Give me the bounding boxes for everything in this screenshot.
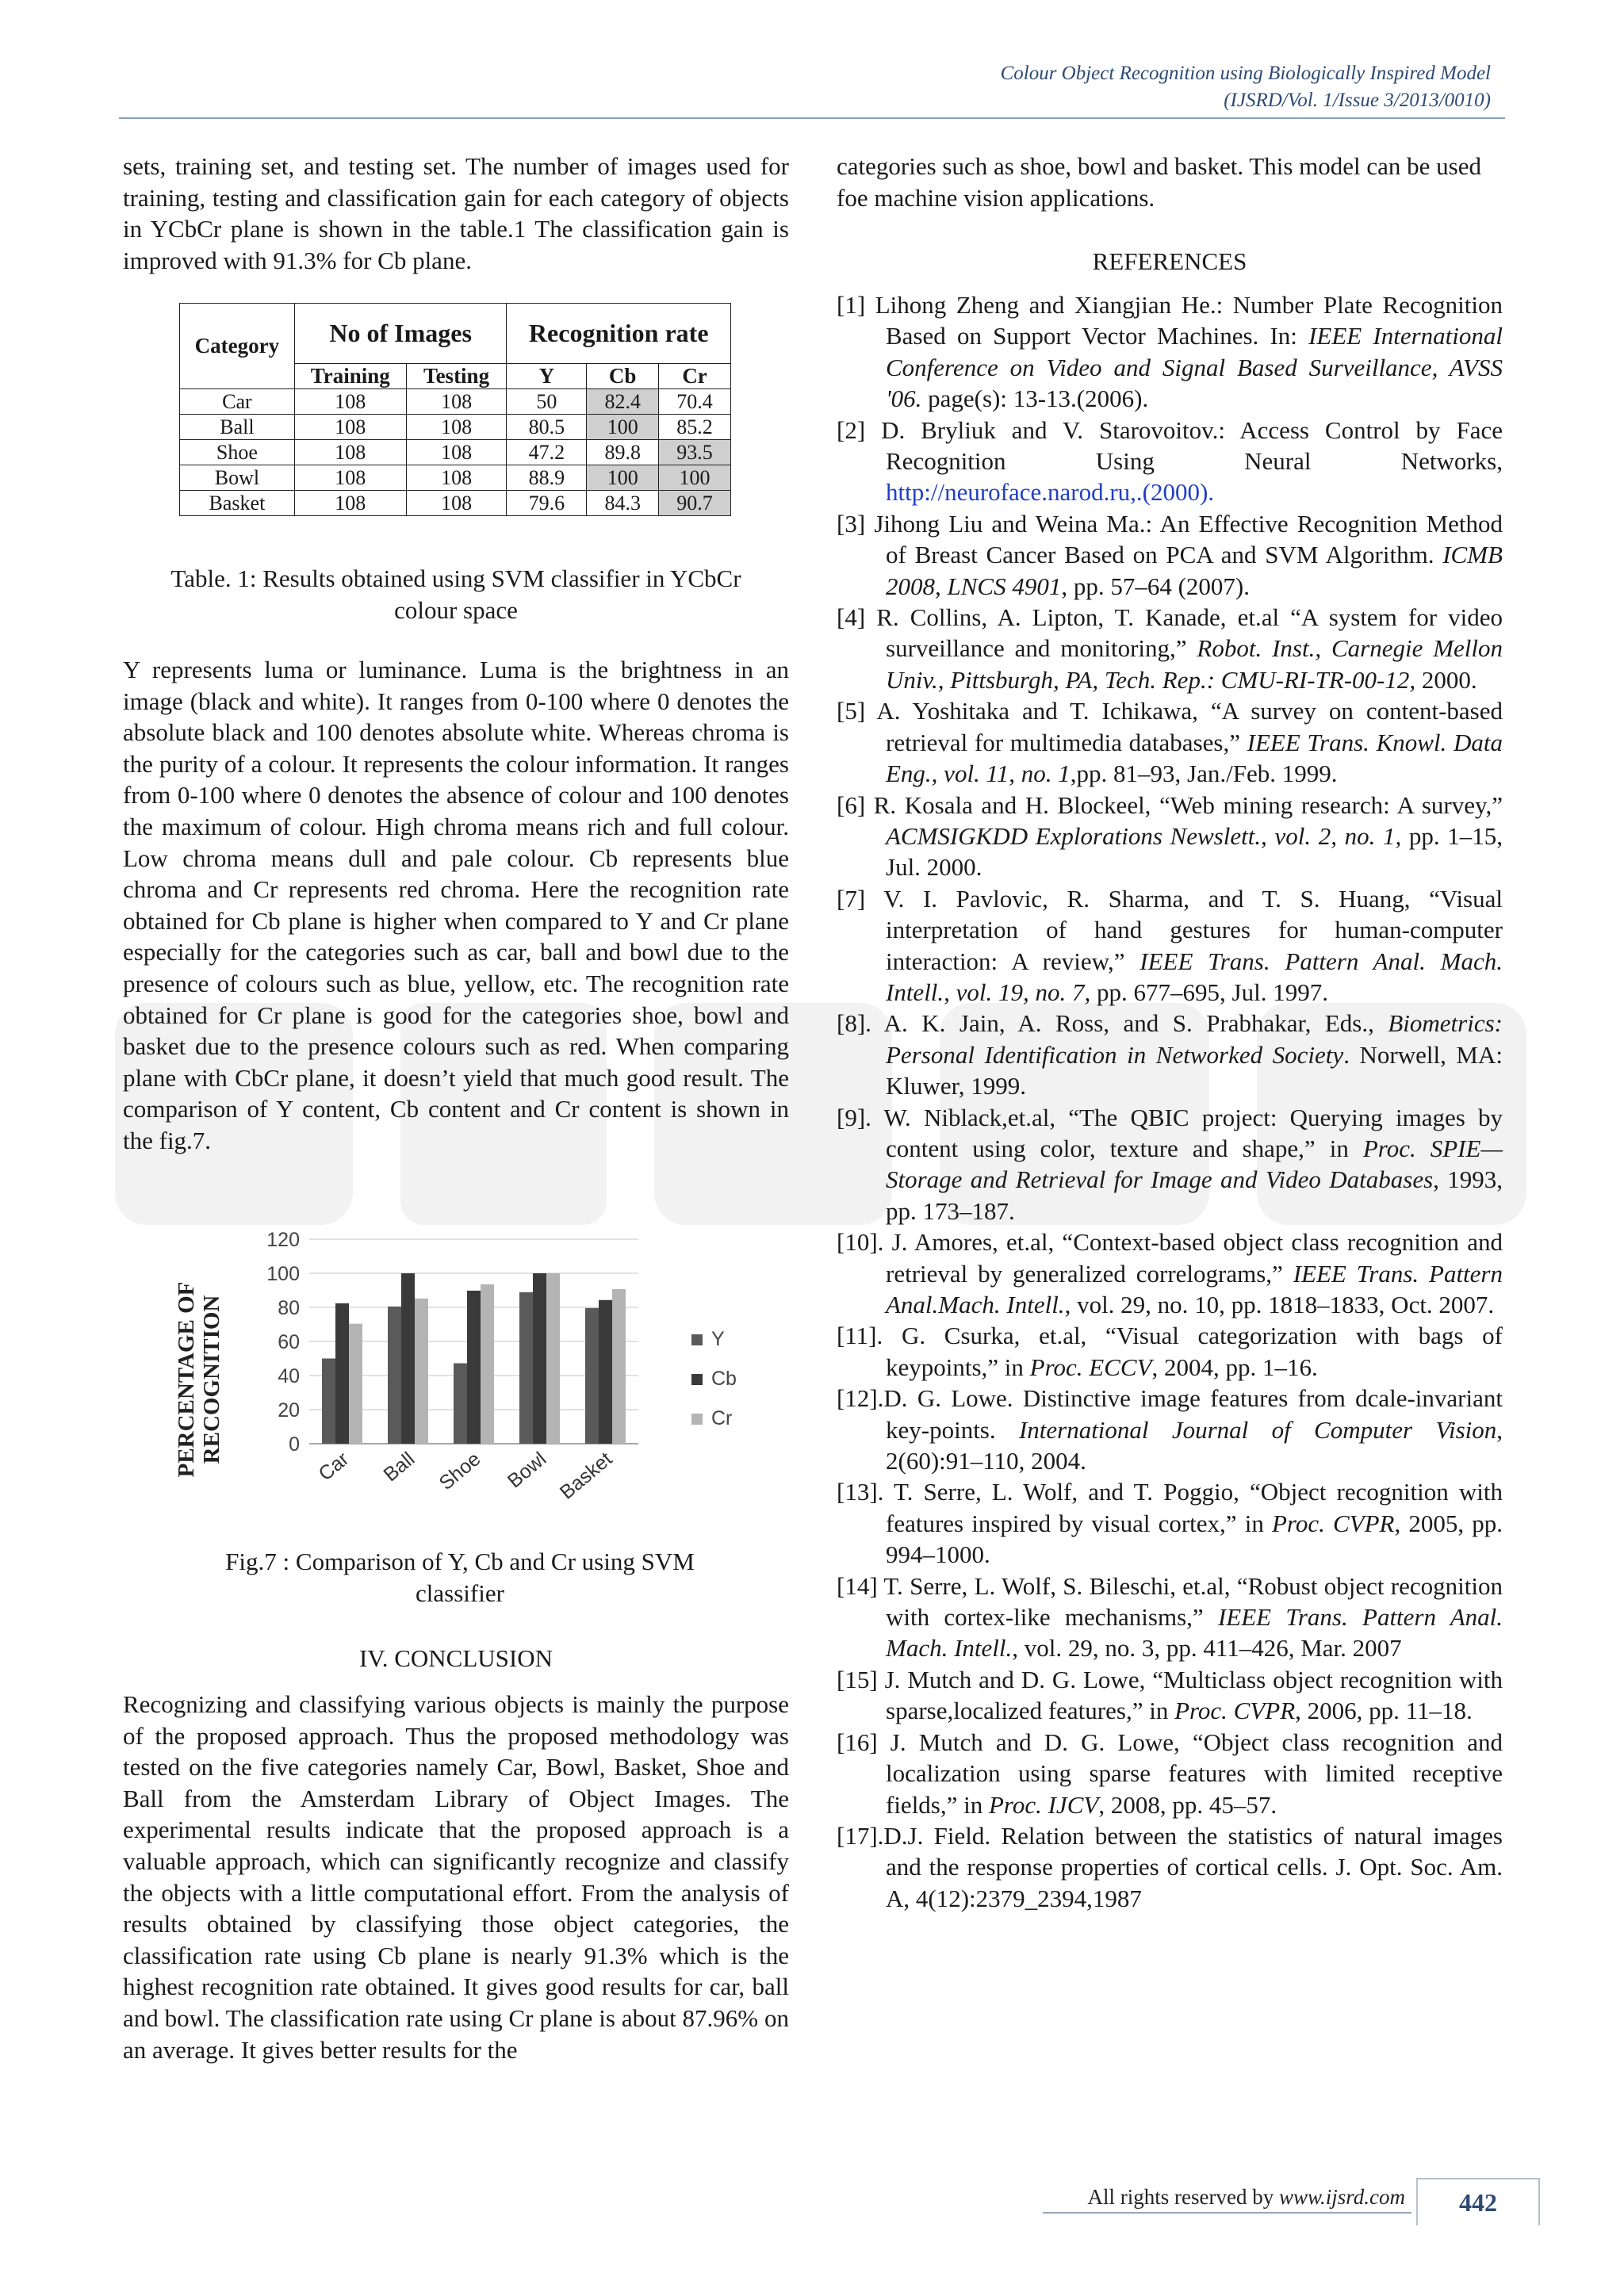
conclusion-block	[123, 1689, 789, 2065]
x-tick-label: Ball	[379, 1448, 419, 1487]
bar-y-basket	[585, 1308, 599, 1444]
footer-site-link[interactable]: www.ijsrd.com	[1278, 2185, 1405, 2209]
table-cell-highlighted: 90.7	[659, 491, 731, 516]
x-tick-label: Shoe	[435, 1448, 485, 1495]
table-cell: 89.8	[587, 440, 659, 465]
y-tick-label: 100	[266, 1263, 300, 1285]
table-row	[180, 465, 731, 491]
table-cell: 84.3	[587, 491, 659, 516]
table-cell: Bowl	[180, 465, 295, 491]
table-header-y: Y	[507, 364, 587, 389]
figure-caption: Fig.7 : Comparison of Y, Cb and Cr using SVM classifier	[225, 1548, 695, 1607]
table-row	[180, 389, 731, 415]
bar-cr-ball	[415, 1299, 428, 1444]
bar-cb-bowl	[533, 1273, 546, 1444]
bar-y-ball	[388, 1307, 401, 1444]
header-rule	[119, 117, 1505, 119]
table-cell: 108	[294, 415, 406, 440]
reference-item: [16] J. Mutch and D. G. Lowe, “Object class recognition and localization using sparse features with limited receptive fields,” in Proc. IJCV, 2008, pp. 45–57.	[837, 1728, 1503, 1819]
table-cell: 108	[406, 491, 507, 516]
bar-cr-bowl	[546, 1273, 560, 1444]
bar-cb-ball	[401, 1273, 415, 1444]
footer-rights	[952, 2185, 1405, 2210]
references-list	[837, 289, 1503, 1914]
reference-item: [17].D.J. Field. Relation between the statistics of natural images and the response properties of cortical cells. J. Opt. Soc. Am. A, 4(12):2379_2394,1987	[837, 1821, 1503, 1912]
table-cell: 108	[406, 465, 507, 491]
reference-item: [12].D. G. Lowe. Distinctive image features from dcale-invariant key-points. International Journal of Computer Vision, 2(60):91–110, 2004.	[837, 1384, 1503, 1475]
bar-y-bowl	[519, 1292, 533, 1444]
legend-swatch	[691, 1334, 703, 1345]
table-header-training: Training	[294, 364, 406, 389]
table-header-rate: Recognition rate	[507, 304, 731, 364]
chart-ylabel-line1: PERCENTAGE OF	[174, 1281, 199, 1478]
conclusion-continued-paragraph: categories such as shoe, bowl and basket. This model can be used foe machine vision applications.	[837, 152, 1481, 212]
table-caption: Table. 1: Results obtained using SVM classifier in YCbCr colour space	[170, 564, 741, 624]
y-tick-label: 40	[278, 1365, 300, 1387]
y-tick-label: 20	[278, 1399, 300, 1422]
footer-rule	[1043, 2212, 1411, 2214]
table-header-cb: Cb	[587, 364, 659, 389]
table-cell: 108	[406, 415, 507, 440]
running-header-journal: (IJSRD/Vol. 1/Issue 3/2013/0010)	[1224, 90, 1491, 111]
reference-item: [3] Jihong Liu and Weina Ma.: An Effective Recognition Method of Breast Cancer Based on PCA and SVM Algorithm. ICMB 2008, LNCS 4901, pp. 57–64 (2007).	[837, 509, 1503, 600]
figure-caption-wrap	[182, 1546, 737, 1609]
table-cell-highlighted: 93.5	[659, 440, 731, 465]
table-cell: Ball	[180, 415, 295, 440]
results-table	[179, 303, 731, 516]
luma-chroma-block	[123, 654, 789, 1157]
page-number: 442	[1416, 2178, 1540, 2225]
comparison-bar-chart	[159, 1217, 761, 1534]
legend-swatch	[691, 1414, 703, 1425]
y-tick-label: 80	[278, 1297, 300, 1319]
table-cell: 85.2	[659, 415, 731, 440]
bar-cb-car	[335, 1303, 349, 1444]
right-column	[837, 151, 1503, 213]
bar-cr-shoe	[481, 1284, 494, 1444]
chart-ylabel-line2: RECOGNITION	[199, 1295, 224, 1464]
running-header-title: Colour Object Recognition using Biologically Inspired Model	[1000, 63, 1491, 84]
table-row	[180, 440, 731, 465]
reference-item: [15] J. Mutch and D. G. Lowe, “Multiclass object recognition with sparse,localized features,” in Proc. CVPR, 2006, pp. 11–18.	[837, 1665, 1503, 1725]
references-heading-wrap	[837, 246, 1503, 277]
table-cell: 108	[294, 440, 406, 465]
reference-item: [10]. J. Amores, et.al, “Context-based object class recognition and retrieval by generalized correlograms,” IEEE Trans. Pattern Anal.Mach. Intell., vol. 29, no. 10, pp. 1818–1833, Oct. 2007.	[837, 1228, 1503, 1318]
conclusion-heading: IV. CONCLUSION	[358, 1644, 553, 1672]
table-cell: 88.9	[507, 465, 587, 491]
x-tick-label: Car	[314, 1448, 354, 1486]
table-header-cr: Cr	[659, 364, 731, 389]
table-cell-highlighted: 100	[587, 415, 659, 440]
legend-label: Cb	[711, 1368, 737, 1390]
table-cell: 108	[406, 440, 507, 465]
table-caption-wrap	[123, 563, 789, 626]
left-column	[123, 151, 789, 276]
bar-y-car	[322, 1359, 335, 1445]
table-cell: Shoe	[180, 440, 295, 465]
reference-item: [13]. T. Serre, L. Wolf, and T. Poggio, “Object recognition with features inspired by visual cortex,” in Proc. CVPR, 2005, pp. 994–1000.	[837, 1478, 1503, 1569]
table-cell: 80.5	[507, 415, 587, 440]
reference-item: [2] D. Bryliuk and V. Starovoitov.: Access Control by Face Recognition Using Neural Networks, http://neuroface.narod.ru,.(2000).	[837, 415, 1503, 507]
reference-item: [7] V. I. Pavlovic, R. Sharma, and T. S. Huang, “Visual interpretation of hand gestures for human-computer interaction: A review,” IEEE Trans. Pattern Anal. Mach. Intell., vol. 19, no. 7, pp. 677–695, Jul. 1997.	[837, 884, 1503, 1006]
table-cell-highlighted: 82.4	[587, 389, 659, 415]
table-row	[180, 491, 731, 516]
y-tick-label: 0	[289, 1433, 300, 1456]
bar-cb-basket	[599, 1300, 612, 1444]
legend-swatch	[691, 1374, 703, 1385]
y-tick-label: 120	[266, 1229, 300, 1251]
bar-cr-basket	[612, 1289, 626, 1444]
reference-item: [1] Lihong Zheng and Xiangjian He.: Number Plate Recognition Based on Support Vector Machines. In: IEEE International Conference on Video and Signal Based Surveillance, AVSS '06. page(s): 13-13.(2006).	[837, 291, 1503, 413]
luma-chroma-paragraph: Y represents luma or luminance. Luma is the brightness in an image (black and white). It ranges from 0-100 where 0 denotes the absolute black and 100 denotes absolute white. Whereas chroma is the purity of a colour. It represents the colour information. It ranges from 0-100 where 0 denotes the absence of colour and 100 denotes the maximum of colour. High chroma means rich and full colour. Low chroma means dull and pale colour. Cb represents blue chroma and Cr represents red chroma. Here the recognition rate obtained for Cb plane is higher when compared to Y and Cr plane especially for the categories such as car, ball and bowl due to the presence of colours such as blue, yellow, etc. The recognition rate obtained for Cr plane is good for the categories shoe, bowl and basket due to the presence colours such as red. When comparing plane with CbCr plane, it doesn’t yield that much good result. The comparison of Y content, Cb content and Cr content is shown in the fig.7.	[123, 656, 789, 1154]
reference-item: [4] R. Collins, A. Lipton, T. Kanade, et.al “A system for video surveillance and monitoring,” Robot. Inst., Carnegie Mellon Univ., Pittsburgh, PA, Tech. Rep.: CMU-RI-TR-00-12, 2000.	[837, 603, 1503, 694]
table-header-category: Category	[180, 304, 295, 389]
table-cell: Car	[180, 389, 295, 415]
conclusion-paragraph: Recognizing and classifying various objects is mainly the purpose of the proposed approach. Thus the proposed methodology was tested on the five categories namely Car, Bowl, Basket, Shoe and Ball from the Amsterdam Library of Object Images. The experimental results indicate that the proposed approach is a valuable approach, which can significantly recognize and classify the objects with a little computational effort. From the analysis of results obtained by classifying those object categories, the classification rate using Cb plane is nearly 91.3% which is the highest recognition rate obtained. It gives good results for car, ball and bowl. The classification rate using Cr plane is about 87.96% on an average. It gives better results for the	[123, 1690, 789, 2064]
reference-link[interactable]: http://neuroface.narod.ru,.(2000).	[886, 478, 1215, 507]
table-cell: 108	[406, 389, 507, 415]
reference-item: [6] R. Kosala and H. Blockeel, “Web mining research: A survey,” ACMSIGKDD Explorations Newslett., vol. 2, no. 1, pp. 1–15, Jul. 2000.	[837, 790, 1503, 882]
x-tick-label: Basket	[555, 1448, 617, 1504]
table-cell-highlighted: 100	[587, 465, 659, 491]
bar-cb-shoe	[467, 1291, 481, 1444]
table-cell: 108	[294, 491, 406, 516]
x-tick-label: Bowl	[503, 1448, 551, 1493]
reference-item: [9]. W. Niblack,et.al, “The QBIC project: Querying images by content using color, texture and shape,” in Proc. SPIE—Storage and Retrieval for Image and Video Databases, 1993, pp. 173–187.	[837, 1103, 1503, 1225]
table-cell-highlighted: 100	[659, 465, 731, 491]
table-cell: 108	[294, 465, 406, 491]
reference-item: [14] T. Serre, L. Wolf, S. Bileschi, et.al, “Robust object recognition with cortex-like mechanisms,” IEEE Trans. Pattern Anal. Mach. Intell., vol. 29, no. 3, pp. 411–426, Mar. 2007	[837, 1571, 1503, 1663]
legend-label: Cr	[711, 1407, 733, 1429]
table-cell: 108	[294, 389, 406, 415]
table-header-images: No of Images	[294, 304, 507, 364]
table-row	[180, 415, 731, 440]
table-cell: 70.4	[659, 389, 731, 415]
footer-rights-text: All rights reserved by	[1087, 2185, 1279, 2209]
table-cell: Basket	[180, 491, 295, 516]
y-tick-label: 60	[278, 1331, 300, 1353]
reference-item: [11]. G. Csurka, et.al, “Visual categorization with bags of keypoints,” in Proc. ECCV, 2004, pp. 1–16.	[837, 1322, 1503, 1381]
references-heading: REFERENCES	[1092, 247, 1247, 275]
table-cell: 50	[507, 389, 587, 415]
bar-y-shoe	[454, 1364, 467, 1444]
legend-label: Y	[711, 1328, 725, 1350]
results-intro-paragraph: sets, training set, and testing set. The number of images used for training, testing and classification gain for each category of objects in YCbCr plane is shown in the table.1 The classification gain is improved with 91.3% for Cb plane.	[123, 152, 789, 274]
reference-item: [8]. A. K. Jain, A. Ross, and S. Prabhakar, Eds., Biometrics: Personal Identification in Networked Society. Norwell, MA: Kluwer, 1999.	[837, 1009, 1503, 1100]
table-header-testing: Testing	[406, 364, 507, 389]
reference-item: [5] A. Yoshitaka and T. Ichikawa, “A survey on content-based retrieval for multimedia databases,” IEEE Trans. Knowl. Data Eng., vol. 11, no. 1,pp. 81–93, Jan./Feb. 1999.	[837, 697, 1503, 788]
table-cell: 47.2	[507, 440, 587, 465]
bar-cr-car	[349, 1324, 362, 1444]
conclusion-heading-wrap	[123, 1643, 789, 1674]
table-cell: 79.6	[507, 491, 587, 516]
